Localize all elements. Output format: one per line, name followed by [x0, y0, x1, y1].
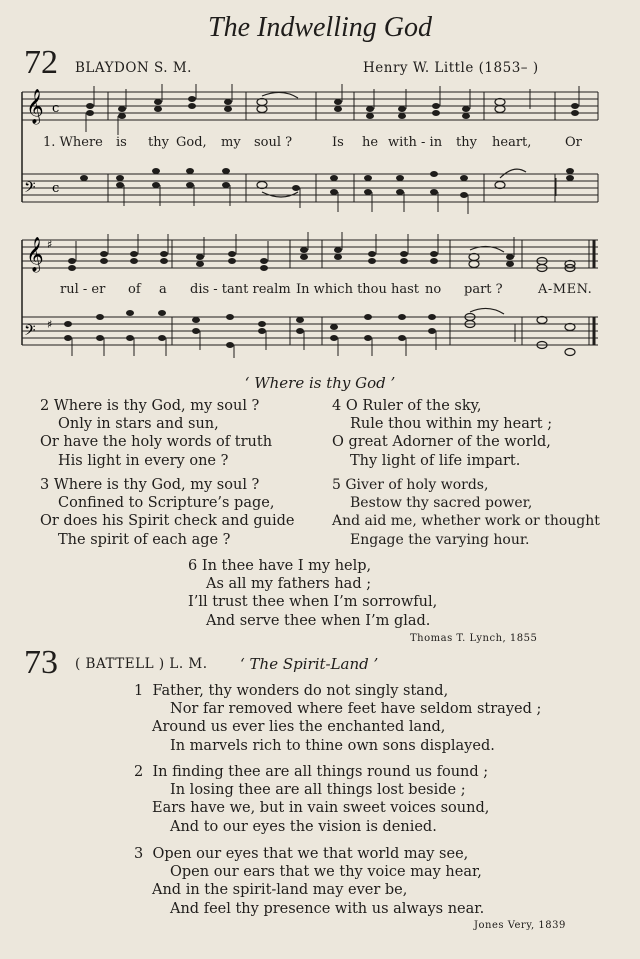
lyric-2-4: dis - tant realm — [190, 282, 291, 297]
lyric-1-6: soul ? — [254, 135, 293, 150]
hymn-73-verse-3-number: 3 — [134, 846, 144, 862]
svg-text:𝄢: 𝄢 — [24, 322, 36, 343]
svg-text:𝄞: 𝄞 — [26, 89, 44, 124]
hymn-73-verse-2-line-1: In finding thee are all things round us found ; — [152, 764, 489, 780]
hymn-73-verse-1-line-3: Around us ever lies the enchanted land, — [152, 719, 446, 736]
verse-6-number: 6 — [188, 558, 198, 574]
hymn-73-verse-1 — [134, 682, 541, 755]
verse-6-line-2: As all my fathers had ; — [206, 576, 372, 593]
hymn-73-verse-1-line-1: Father, thy wonders do not singly stand, — [152, 683, 449, 699]
verse-2-line-3: Or have the holy words of truth — [40, 434, 273, 451]
hymn-73-verse-2 — [134, 763, 489, 836]
hymn-72-number: 72 — [24, 44, 58, 81]
lyric-1-5: my — [221, 135, 241, 150]
svg-text:𝄞: 𝄞 — [26, 237, 44, 272]
verse-6-line-1: In thee have I my help, — [201, 558, 372, 574]
hymn-73-author: Jones Very, 1839 — [474, 920, 566, 931]
lyric-2-6: no — [425, 282, 442, 297]
lyric-1-12: Or — [565, 135, 582, 150]
lyric-1-9: with - in — [388, 135, 443, 150]
verse-4-line-2: Rule thou within my heart ; — [350, 416, 553, 433]
lyric-2-7: part ? — [464, 282, 503, 297]
verse-2-line-4: His light in every one ? — [58, 452, 229, 469]
lyric-2-2: of — [128, 282, 141, 297]
verse-6-line-4: And serve thee when I’m glad. — [206, 612, 431, 629]
lyric-1-11: heart, — [492, 135, 532, 150]
lyric-2-3: a — [159, 282, 167, 297]
lyric-2-8: A-MEN. — [538, 282, 593, 297]
hymn-72-tune: BLAYDON S. M. — [75, 60, 192, 76]
verse-4-line-3: O great Adorner of the world, — [332, 434, 551, 451]
hymn-73-verse-1-number: 1 — [134, 683, 144, 699]
hymn-72-subheading: ‘ Where is thy God ’ — [244, 374, 396, 392]
svg-text:𝄢: 𝄢 — [24, 179, 36, 200]
verse-3-number: 3 — [40, 477, 50, 493]
verse-4-line-1: O Ruler of the sky, — [345, 398, 482, 414]
lyric-2-1: rul - er — [60, 282, 106, 297]
hymn-73-verse-3-line-2: Open our ears that we thy voice may hear, — [170, 864, 482, 881]
lyric-2-5: In which thou hast — [296, 282, 420, 297]
hymn-73-verse-2-line-3: Ears have we, but in vain sweet voices sound, — [152, 800, 490, 817]
verse-3-line-1: Where is thy God, my soul ? — [53, 477, 260, 493]
verse-5-line-1: Giver of holy words, — [345, 477, 489, 493]
hymn-73-verse-3-line-4: And feel thy presence with us always near. — [170, 900, 485, 917]
hymn-72-composer: Henry W. Little (1853– ) — [363, 60, 539, 76]
hymn-73-verse-1-line-2: Nor far removed where feet have seldom strayed ; — [170, 701, 542, 718]
verse-5 — [332, 476, 600, 549]
verse-5-line-4: Engage the varying hour. — [350, 531, 530, 548]
verse-5-line-3: And aid me, whether work or thought — [332, 513, 600, 530]
verse-4-line-4: Thy light of life impart. — [350, 452, 521, 469]
lyric-1-10: thy — [456, 135, 477, 150]
verse-6 — [188, 557, 437, 630]
svg-text:♯: ♯ — [47, 238, 53, 251]
hymn-73-verse-3 — [134, 845, 484, 918]
verse-3-line-3: Or does his Spirit check and guide — [40, 513, 295, 530]
hymn-73-verse-2-number: 2 — [134, 764, 144, 780]
hymn-73-verse-1-line-4: In marvels rich to thine own sons displayed. — [170, 737, 495, 754]
verse-2-number: 2 — [40, 398, 50, 414]
verse-3-line-4: The spirit of each age ? — [58, 531, 231, 548]
verse-6-line-3: I’ll trust thee when I’m sorrowful, — [188, 594, 438, 611]
hymn-73-verse-3-line-3: And in the spirit-land may ever be, — [152, 882, 408, 899]
hymn-73-title: ‘ The Spirit-Land ’ — [240, 655, 379, 673]
verse-3 — [40, 476, 295, 549]
lyric-1-1: 1. Where — [43, 135, 103, 150]
verse-2 — [40, 397, 272, 470]
verse-3-line-2: Confined to Scripture’s page, — [58, 495, 275, 512]
lyric-1-7: Is — [332, 135, 344, 150]
page-title: The Indwelling God — [208, 12, 432, 43]
verse-4-number: 4 — [332, 398, 342, 414]
verse-2-line-1: Where is thy God, my soul ? — [53, 398, 260, 414]
verse-5-number: 5 — [332, 477, 341, 493]
hymn-73-verse-2-line-4: And to our eyes the vision is denied. — [170, 818, 437, 835]
hymn-73-verse-2-line-2: In losing thee are all things lost beside ; — [170, 782, 466, 799]
hymn-73-tune: ( BATTELL ) L. M. — [75, 656, 208, 672]
music-system-1 — [0, 84, 640, 224]
hymn-72-author: Thomas T. Lynch, 1855 — [410, 633, 538, 644]
lyric-1-2: is — [116, 135, 127, 150]
hymn-73-verse-3-line-1: Open our eyes that we that world may see, — [152, 846, 469, 862]
lyric-1-8: he — [362, 135, 379, 150]
lyric-1-3: thy — [148, 135, 169, 150]
lyric-1-4: God, — [176, 135, 207, 150]
svg-text:c: c — [52, 101, 60, 116]
hymn-73-number: 73 — [24, 644, 58, 681]
verse-5-line-2: Bestow thy sacred power, — [350, 495, 533, 512]
svg-text:♯: ♯ — [47, 318, 53, 331]
verse-4 — [332, 397, 552, 470]
verse-2-line-2: Only in stars and sun, — [58, 416, 219, 433]
svg-text:c: c — [52, 181, 60, 196]
